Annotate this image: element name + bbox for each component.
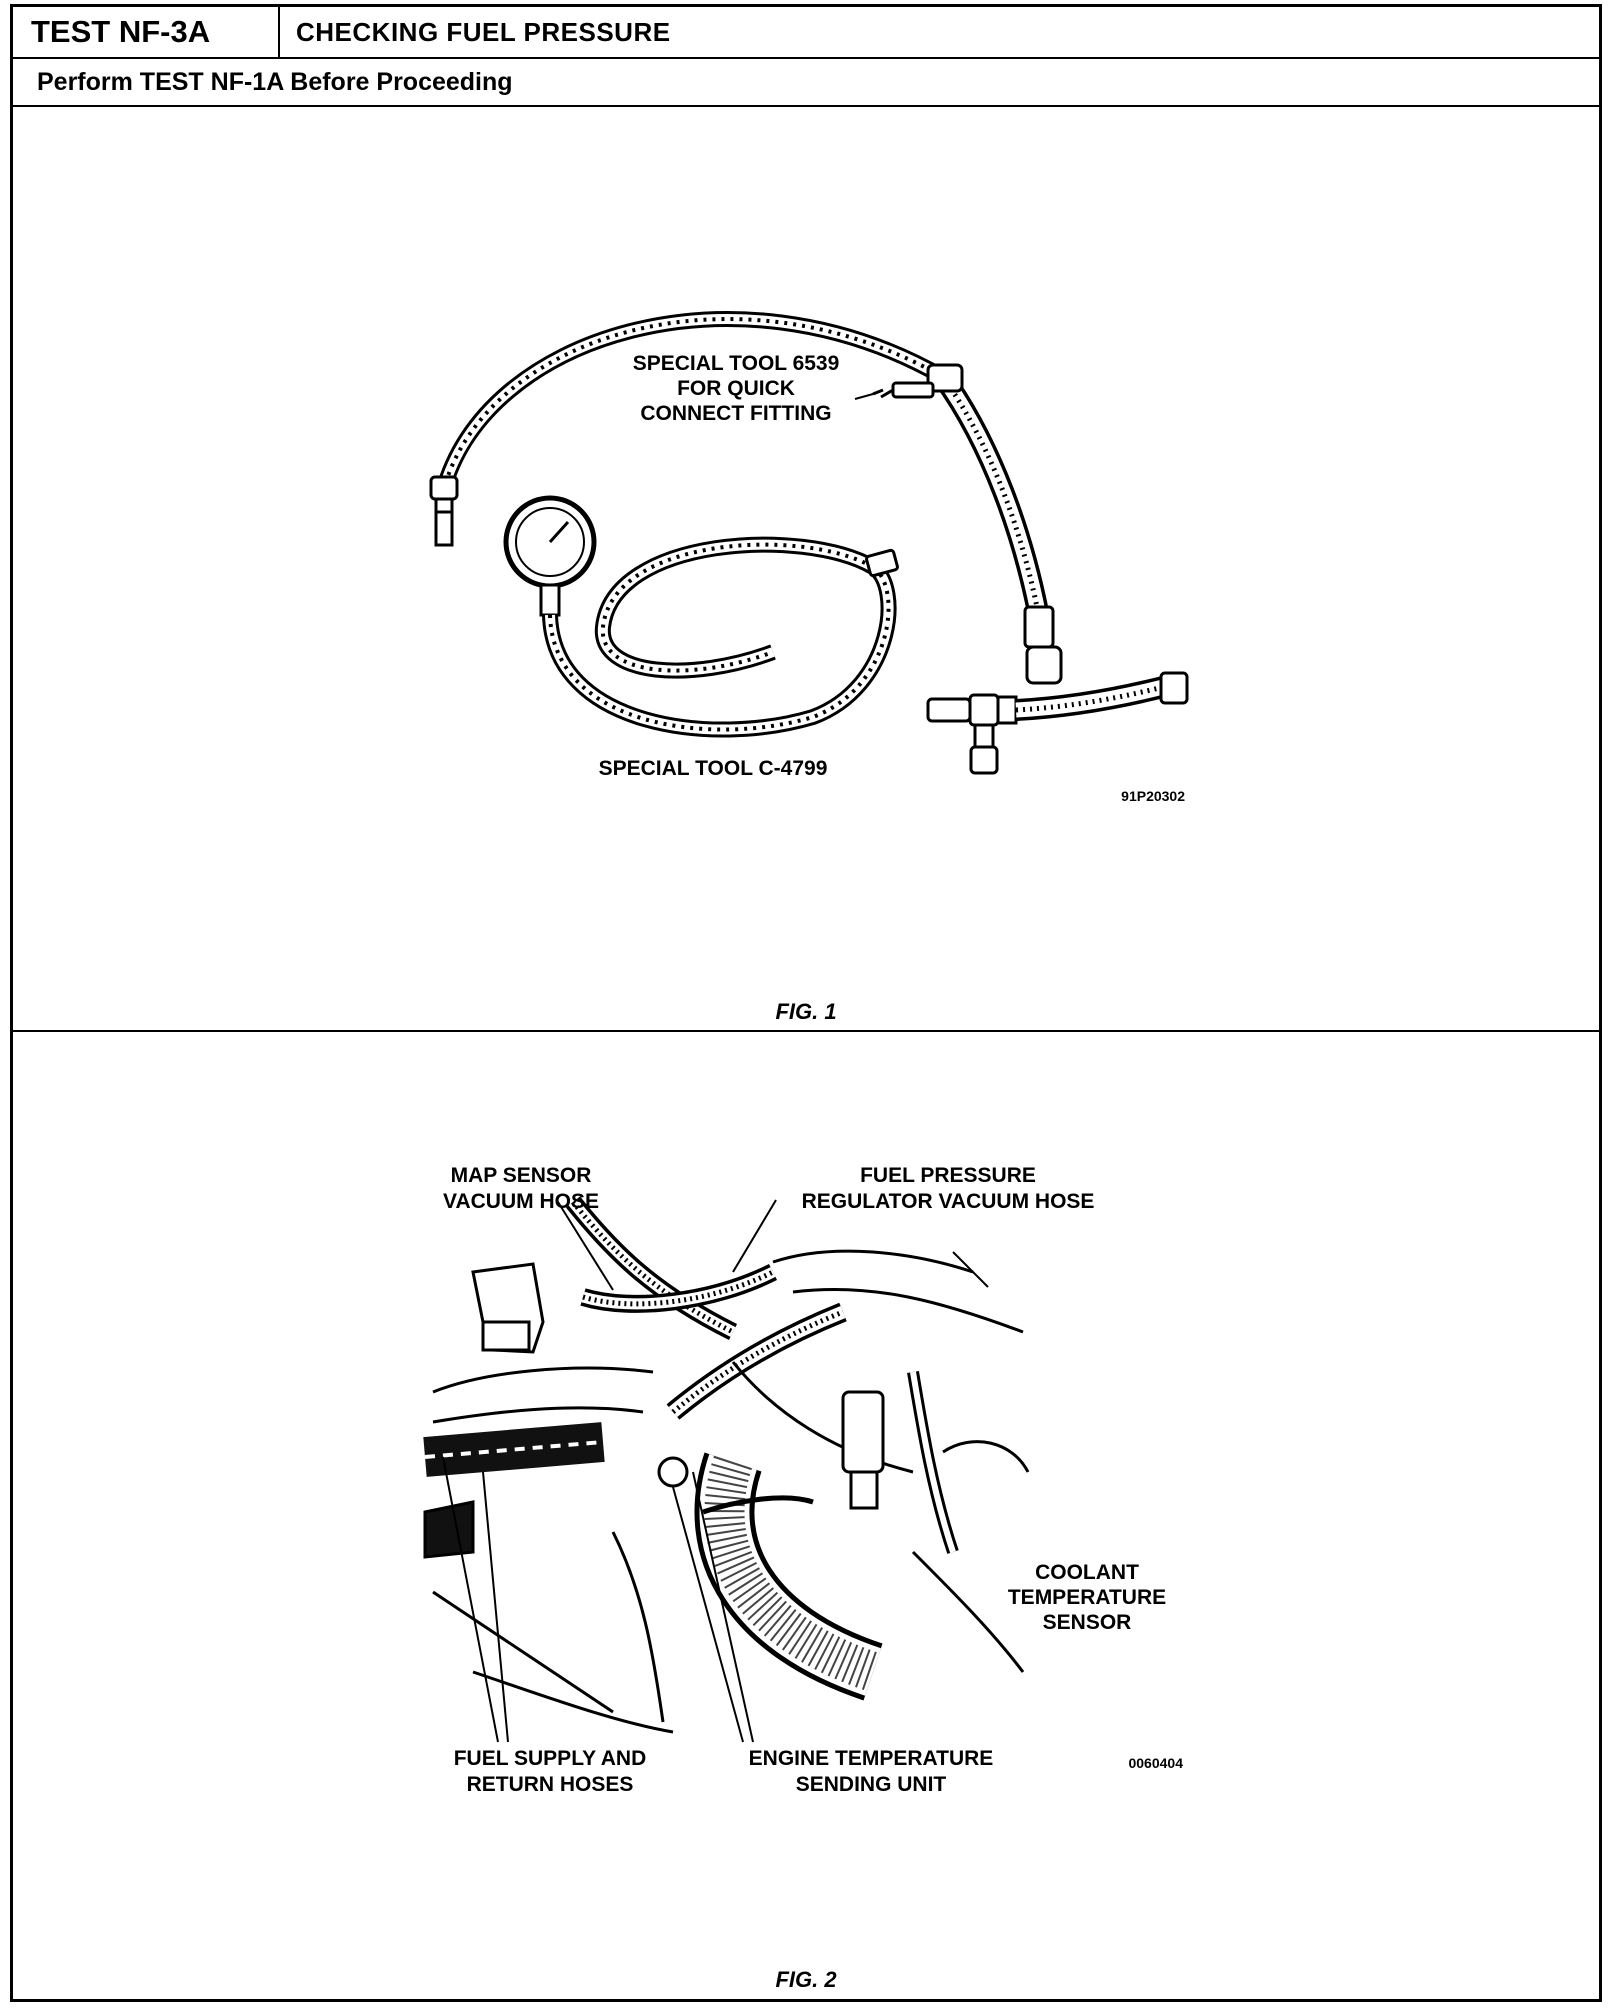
tool-6539-label-line3: CONNECT FITTING: [640, 402, 832, 425]
tee-adapter-drawing: [928, 673, 1187, 773]
test-procedure-sheet: [10, 4, 1602, 2002]
title-row: [13, 7, 1599, 59]
engine-temp-sending-unit-label-line2: SENDING UNIT: [795, 1773, 947, 1796]
fuel-pressure-regulator-label-line2: REGULATOR VACUUM HOSE: [801, 1190, 1095, 1213]
figure-1-panel: [13, 107, 1599, 1032]
fuel-hoses-label-line2: RETURN HOSES: [466, 1773, 634, 1796]
tool-6539-label-line2: FOR QUICK: [677, 377, 795, 400]
test-id: TEST NF-3A: [13, 7, 280, 57]
tool-c4799-label: SPECIAL TOOL C-4799: [598, 757, 828, 780]
engine-temp-sending-unit-label-line1: ENGINE TEMPERATURE: [748, 1747, 994, 1770]
prerequisite-note: Perform TEST NF-1A Before Proceeding: [13, 59, 1599, 107]
map-sensor-label-line2: VACUUM HOSE: [443, 1190, 599, 1213]
fuel-hoses-label-line1: FUEL SUPPLY AND: [453, 1747, 647, 1770]
coolant-sensor-label-line2: TEMPERATURE: [1007, 1586, 1167, 1609]
coolant-sensor-label-line1: COOLANT: [1035, 1561, 1139, 1584]
map-sensor-label-line1: MAP SENSOR: [450, 1164, 592, 1187]
fuel-pressure-regulator-label-line1: FUEL PRESSURE: [860, 1164, 1036, 1187]
tool-6539-leader: [855, 394, 873, 399]
gauge-hose-drawing: [550, 545, 889, 730]
pressure-gauge-drawing: [506, 498, 594, 615]
test-title: CHECKING FUEL PRESSURE: [296, 17, 671, 47]
figure-2-panel: [13, 1032, 1599, 1999]
hose-end-fitting-left: [431, 477, 457, 545]
figure-1-code: 91P20302: [1121, 788, 1185, 804]
figure-2-illustration: [13, 1032, 1599, 1952]
figure-1-caption: FIG. 1: [775, 999, 837, 1024]
engine-bay-drawing: [413, 1202, 1033, 1732]
figure-2-code: 0060404: [1128, 1755, 1183, 1771]
coolant-sensor-label-line3: SENSOR: [1042, 1611, 1132, 1634]
figure-1-illustration: [13, 107, 1599, 987]
figure-2-caption: FIG. 2: [775, 1967, 837, 1992]
hose-end-fitting-right: [1025, 607, 1061, 683]
gauge-hose-fitting: [866, 550, 898, 577]
tool-6539-label-line1: SPECIAL TOOL 6539: [632, 352, 840, 375]
